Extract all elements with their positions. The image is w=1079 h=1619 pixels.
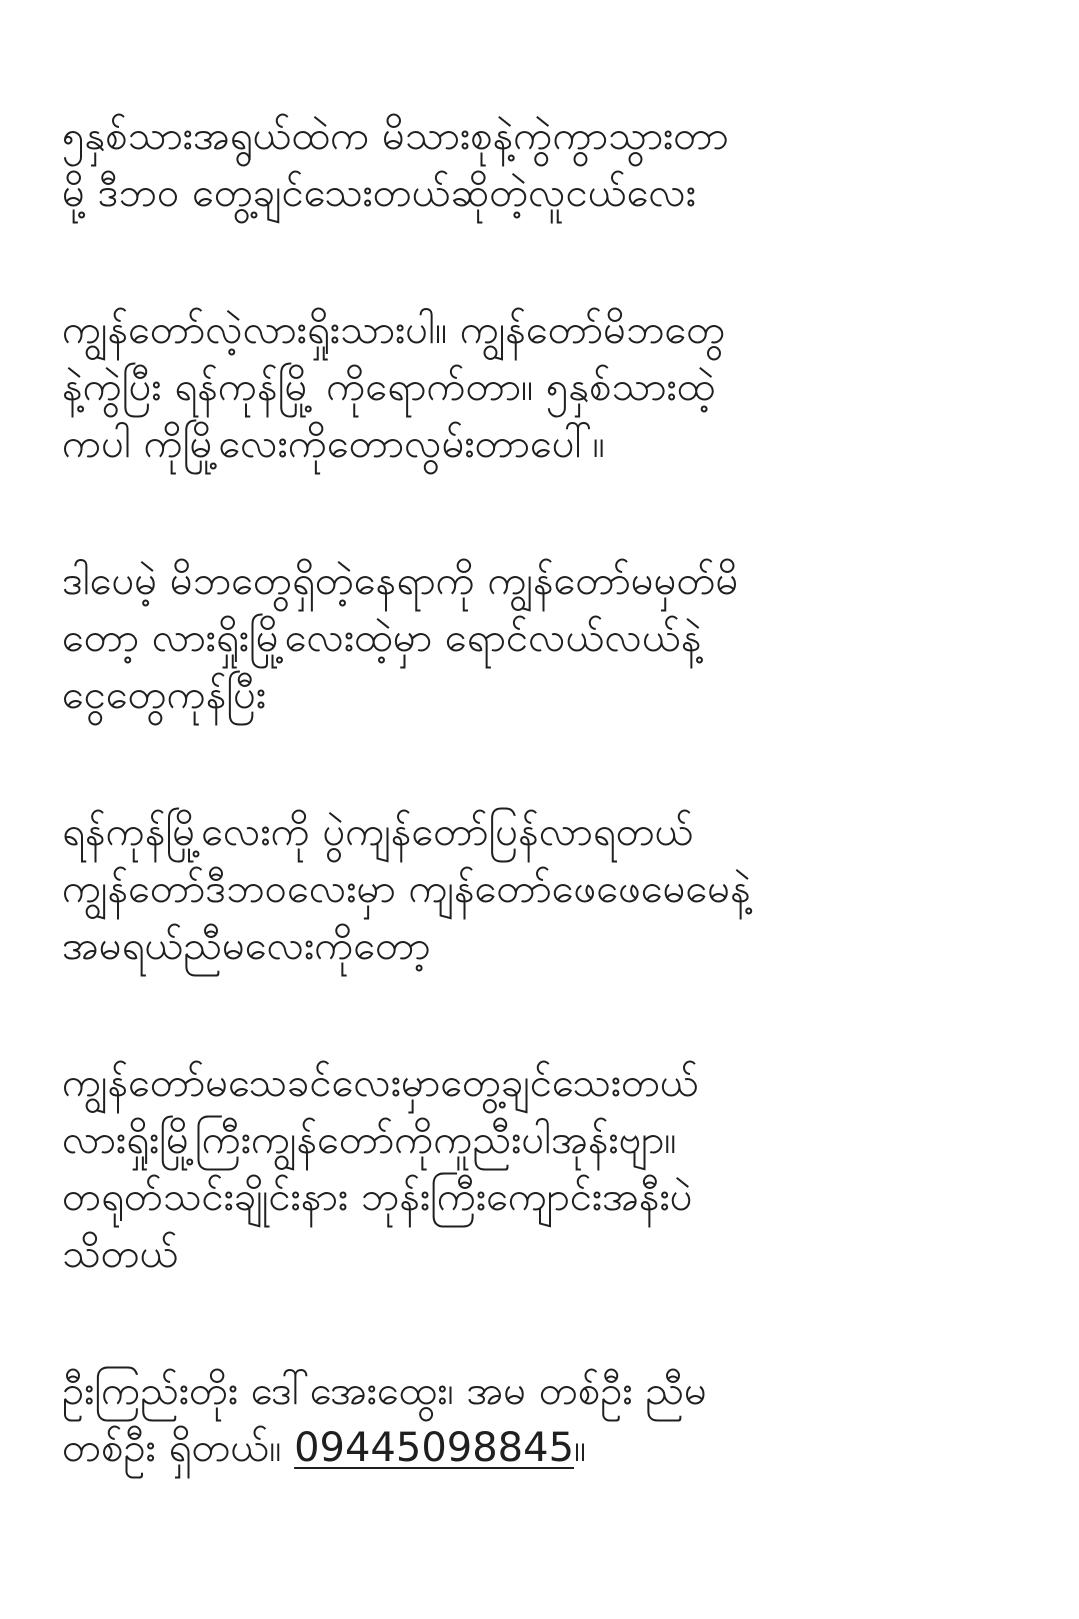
- text-line: အမရယ်ညီမလေးကိုတော့: [62, 923, 431, 969]
- text-line: ကျွန်တော်မသေခင်လေးမှာတွေ့ချင်သေးတယ်: [62, 1060, 699, 1106]
- paragraph-4: [62, 804, 1042, 975]
- contact-prefix: တစ်ဦး ရှိတယ်။: [62, 1425, 295, 1471]
- text-line: ရန်ကုန်မြို့လေးကို ပွဲကျန်တော်ပြန်လာရတယ်: [62, 809, 694, 855]
- text-line: သိတယ်: [62, 1231, 179, 1277]
- contact-suffix: ။: [574, 1425, 587, 1471]
- text-line: ကျွန်တော်လဲ့လားရှိုးသားပါ။ ကျွန်တော်မိဘတွေ: [62, 307, 726, 353]
- text-line: ငွေတွေကုန်ပြီး: [62, 672, 267, 718]
- paragraph-6: [62, 1363, 1042, 1477]
- paragraph-5: [62, 1055, 1042, 1283]
- text-line: နဲ့ကွဲပြီး ရန်ကုန်မြို့ ကိုရောက်တာ။ ၅နှစ်သားထဲ့: [62, 364, 716, 410]
- text-line: လားရှိုးမြို့ကြီးကျွန်တော်ကိုကူညီးပါအုန်းဗျာ။: [62, 1117, 677, 1163]
- text-line: တော့ လားရှိုးမြို့လေးထဲ့မှာ ရောင်လယ်လယ်နဲ့: [62, 615, 702, 661]
- text-line: မို့ ဒီဘဝ တွေ့ချင်သေးတယ်ဆိုတဲ့လူငယ်လေး: [62, 170, 697, 216]
- contact-line: [62, 1420, 1042, 1477]
- text-line: တရုတ်သင်းချိုင်းနား ဘုန်းကြီးကျောင်းအနီးပဲ: [62, 1174, 693, 1220]
- phone-number-link[interactable]: 09445098845: [294, 1425, 575, 1471]
- text-line: ဦးကြည်းတိုး ဒေါ်အေးထွေး၊ အမ တစ်ဦး ညီမ: [62, 1368, 707, 1414]
- paragraph-2: [62, 302, 1042, 473]
- post-body: [62, 108, 1042, 1557]
- text-line: ကပါ ကိုမြို့လေးကိုတောလွမ်းတာပေါ်။: [62, 421, 605, 467]
- paragraph-1: [62, 108, 1042, 222]
- text-line: ၅နှစ်သားအရွယ်ထဲက မိသားစုနဲ့ကွဲကွာသွားတာ: [62, 113, 729, 159]
- text-line: ဒါပေမဲ့ မိဘတွေရှိတဲ့နေရာကို ကျွန်တော်မမှတ်မိ: [62, 558, 739, 604]
- text-line: ကျွန်တော်ဒီဘဝလေးမှာ ကျန်တော်ဖေဖေမေမေနဲ့: [62, 866, 751, 912]
- paragraph-3: [62, 553, 1042, 724]
